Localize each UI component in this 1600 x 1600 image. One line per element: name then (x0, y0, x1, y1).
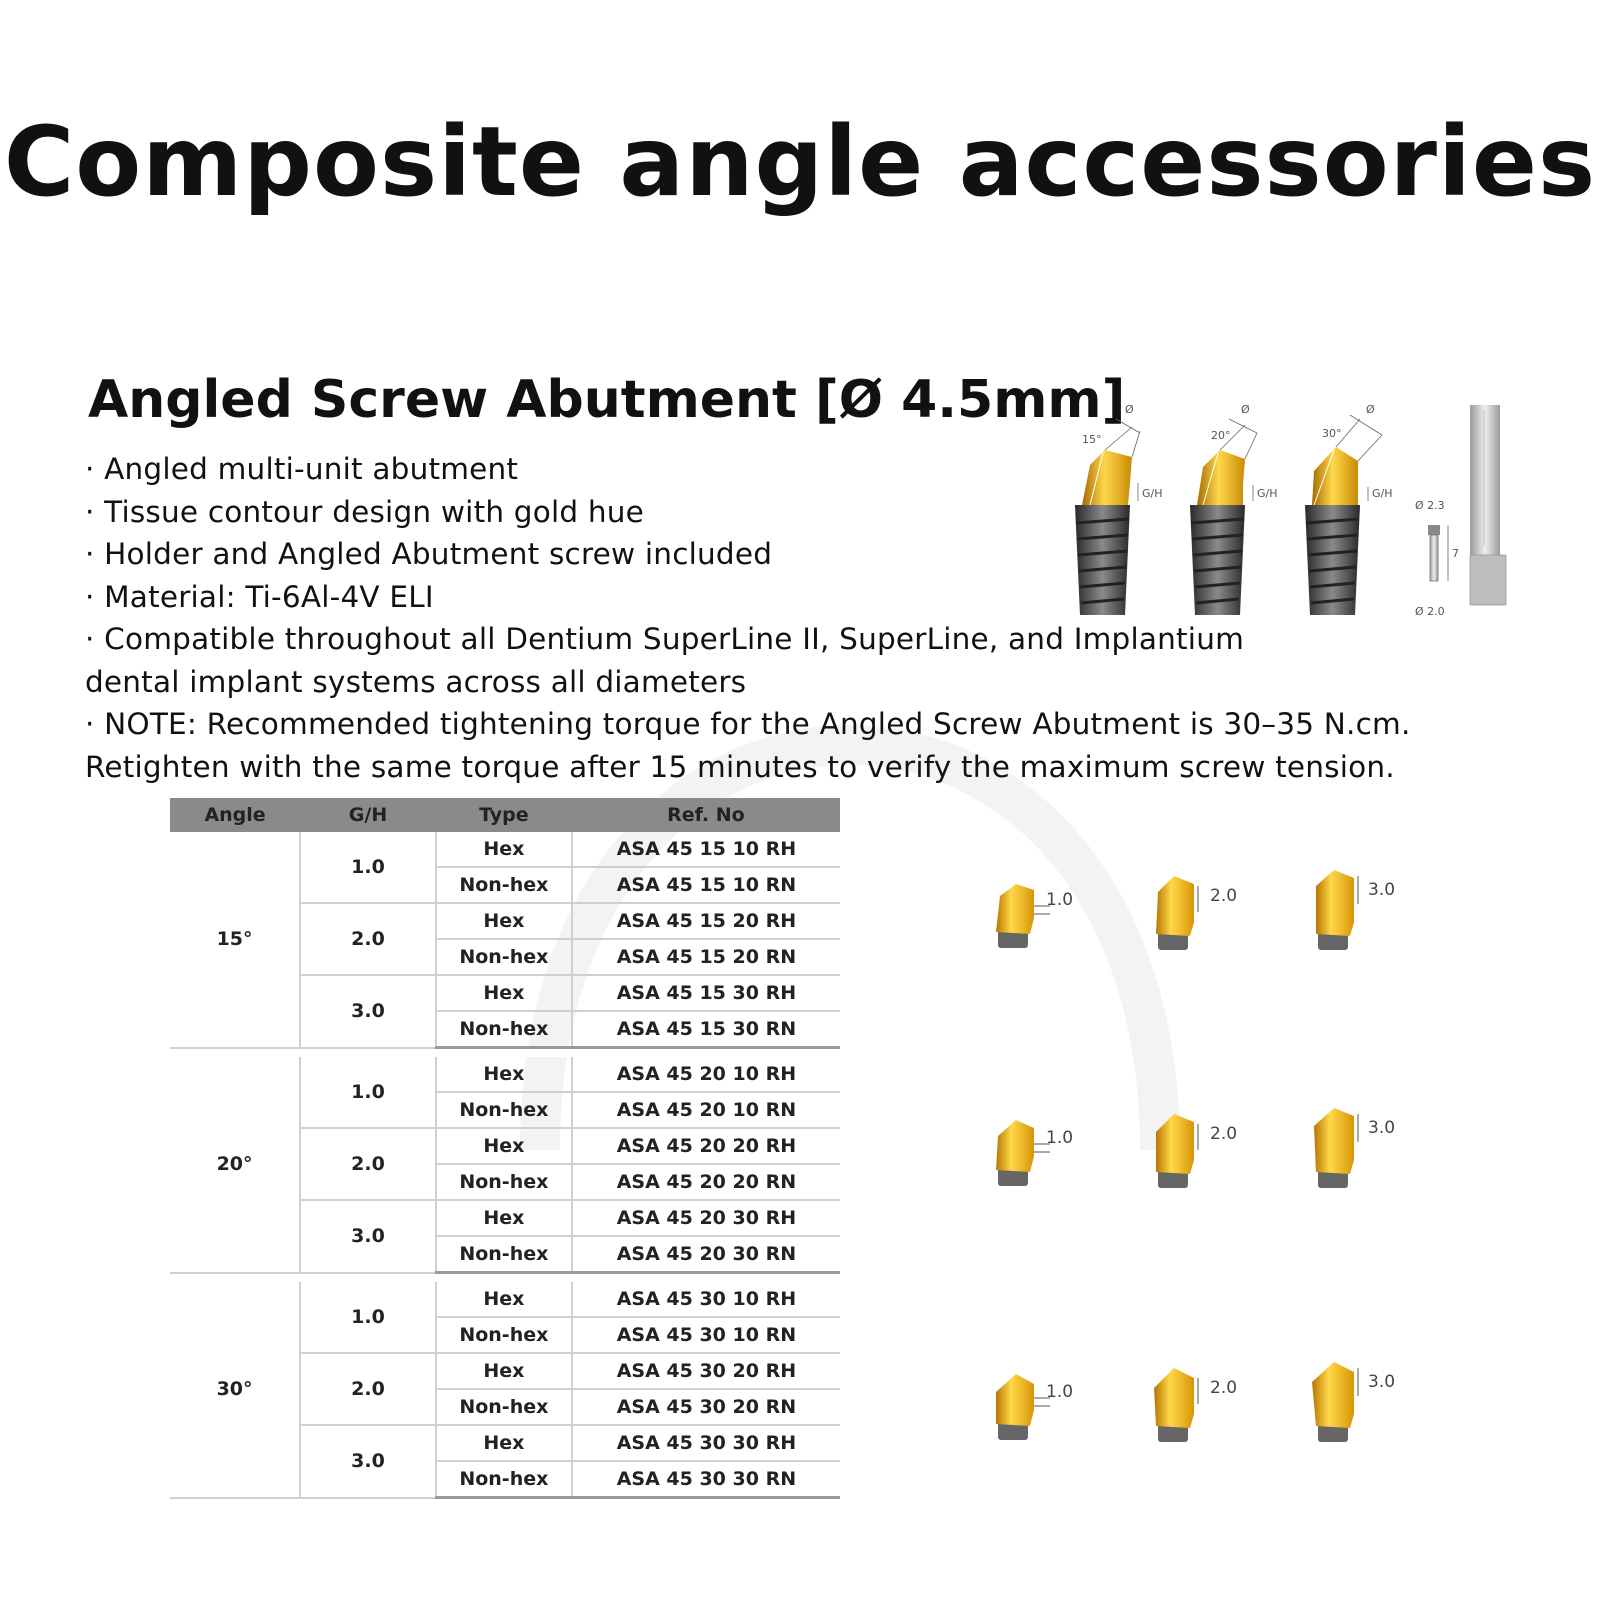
angle-label: 15° (1082, 433, 1102, 446)
type-cell: Hex (436, 1200, 572, 1236)
table-row (170, 1057, 840, 1092)
col-gh: G/H (300, 798, 436, 832)
abutment-icon (990, 1362, 1130, 1462)
ref-cell: ASA 45 30 30 RN (572, 1461, 840, 1498)
ref-cell: ASA 45 30 20 RH (572, 1353, 840, 1389)
diameter-symbol: Ø (1125, 405, 1134, 416)
ref-cell: ASA 45 15 30 RN (572, 1011, 840, 1048)
page-title: Composite angle accessories (3, 106, 1597, 218)
type-cell: Non-hex (436, 939, 572, 975)
abutment-row-30 (990, 1362, 1450, 1462)
ref-cell: ASA 45 20 10 RN (572, 1092, 840, 1128)
spacer-cell (170, 1273, 840, 1283)
angle-cell: 15° (170, 832, 300, 1048)
type-cell: Non-hex (436, 1164, 572, 1200)
feature-item: · Tissue contour design with gold hue (85, 494, 645, 529)
abutment-row-20 (990, 1108, 1450, 1208)
angle-label: 30° (1322, 427, 1342, 440)
product-title: Angled Screw Abutment [Ø 4.5mm] (88, 370, 1126, 430)
group-spacer (170, 1273, 840, 1283)
height-label: 3.0 (1368, 1372, 1396, 1392)
implant-15-icon (1075, 405, 1163, 615)
feature-item: · Compatible throughout all Dentium SuperLine II, SuperLine, and Implantium (85, 622, 1245, 656)
type-cell: Non-hex (436, 1461, 572, 1498)
feature-item: · Holder and Angled Abutment screw included (85, 537, 773, 571)
angle-cell: 30° (170, 1282, 300, 1498)
gh-cell: 1.0 (300, 832, 436, 903)
ref-cell: ASA 45 20 20 RH (572, 1128, 840, 1164)
ref-cell: ASA 45 15 10 RN (572, 867, 840, 903)
ref-cell: ASA 45 30 10 RH (572, 1282, 840, 1317)
type-cell: Non-hex (436, 867, 572, 903)
ref-cell: ASA 45 15 10 RH (572, 832, 840, 867)
feature-item: · Angled multi-unit abutment (85, 452, 519, 486)
implant-30-icon (1305, 405, 1393, 615)
feature-item: Retighten with the same torque after 15 minutes to verify the maximum screw tension. (85, 749, 1395, 784)
gh-label: G/H (1142, 487, 1163, 500)
holder-icon (1470, 405, 1506, 605)
type-cell: Hex (436, 832, 572, 867)
height-label: 2.0 (1210, 886, 1238, 906)
height-label: 3.0 (1368, 880, 1396, 900)
diameter-symbol: Ø (1366, 405, 1375, 416)
ref-cell: ASA 45 20 20 RN (572, 1164, 840, 1200)
spec-table (170, 798, 840, 1499)
gh-cell: 3.0 (300, 1425, 436, 1498)
ref-cell: ASA 45 30 30 RH (572, 1425, 840, 1461)
feature-item: dental implant systems across all diameters (85, 664, 747, 699)
ref-cell: ASA 45 15 20 RN (572, 939, 840, 975)
gh-cell: 2.0 (300, 1128, 436, 1200)
implant-20-icon (1190, 405, 1278, 615)
gh-cell: 3.0 (300, 975, 436, 1048)
abutment-icon (1150, 1108, 1290, 1208)
diameter-symbol: Ø (1241, 405, 1250, 416)
abutment-icon (1150, 1362, 1290, 1462)
height-label: 3.0 (1368, 1118, 1396, 1138)
col-angle: Angle (170, 798, 300, 832)
gh-label: G/H (1372, 487, 1393, 500)
angle-cell: 20° (170, 1057, 300, 1273)
type-cell: Non-hex (436, 1317, 572, 1353)
type-cell: Hex (436, 1057, 572, 1092)
ref-cell: ASA 45 20 10 RH (572, 1057, 840, 1092)
type-cell: Hex (436, 1128, 572, 1164)
type-cell: Non-hex (436, 1092, 572, 1128)
ref-cell: ASA 45 15 20 RH (572, 903, 840, 939)
group-spacer (170, 1048, 840, 1058)
height-label: 1.0 (1046, 890, 1074, 910)
gh-cell: 1.0 (300, 1057, 436, 1128)
height-label: 2.0 (1210, 1378, 1238, 1398)
height-label: 1.0 (1046, 1128, 1074, 1148)
table-row (170, 832, 840, 867)
feature-item: · NOTE: Recommended tightening torque for the Angled Screw Abutment is 30–35 N.cm. (85, 707, 1411, 741)
type-cell: Hex (436, 903, 572, 939)
type-cell: Hex (436, 1425, 572, 1461)
ref-cell: ASA 45 20 30 RN (572, 1236, 840, 1273)
col-ref: Ref. No (572, 798, 840, 832)
height-label: 2.0 (1210, 1124, 1238, 1144)
abutment-icon (990, 1108, 1130, 1208)
ref-cell: ASA 45 30 20 RN (572, 1389, 840, 1425)
table-row (170, 1282, 840, 1317)
abutment-screw-icon (1415, 499, 1459, 618)
screw-top-diameter: Ø 2.3 (1415, 499, 1445, 512)
gh-cell: 3.0 (300, 1200, 436, 1273)
table-header-row (170, 798, 840, 832)
type-cell: Non-hex (436, 1236, 572, 1273)
angle-label: 20° (1211, 429, 1231, 442)
screw-length: 7 (1452, 547, 1459, 560)
abutment-implant-illustration (1070, 405, 1560, 645)
spacer-cell (170, 1048, 840, 1058)
type-cell: Hex (436, 1353, 572, 1389)
type-cell: Hex (436, 975, 572, 1011)
feature-item: · Material: Ti-6Al-4V ELI (85, 579, 434, 614)
height-label: 1.0 (1046, 1382, 1074, 1402)
abutment-row-15 (990, 870, 1450, 970)
screw-bottom-diameter: Ø 2.0 (1415, 605, 1445, 618)
type-cell: Hex (436, 1282, 572, 1317)
type-cell: Non-hex (436, 1389, 572, 1425)
ref-cell: ASA 45 15 30 RH (572, 975, 840, 1011)
ref-cell: ASA 45 30 10 RN (572, 1317, 840, 1353)
abutment-icon (990, 870, 1130, 970)
abutment-icon (1150, 870, 1290, 970)
ref-cell: ASA 45 20 30 RH (572, 1200, 840, 1236)
col-type: Type (436, 798, 572, 832)
gh-cell: 1.0 (300, 1282, 436, 1353)
gh-label: G/H (1257, 487, 1278, 500)
type-cell: Non-hex (436, 1011, 572, 1048)
gh-cell: 2.0 (300, 903, 436, 975)
gh-cell: 2.0 (300, 1353, 436, 1425)
